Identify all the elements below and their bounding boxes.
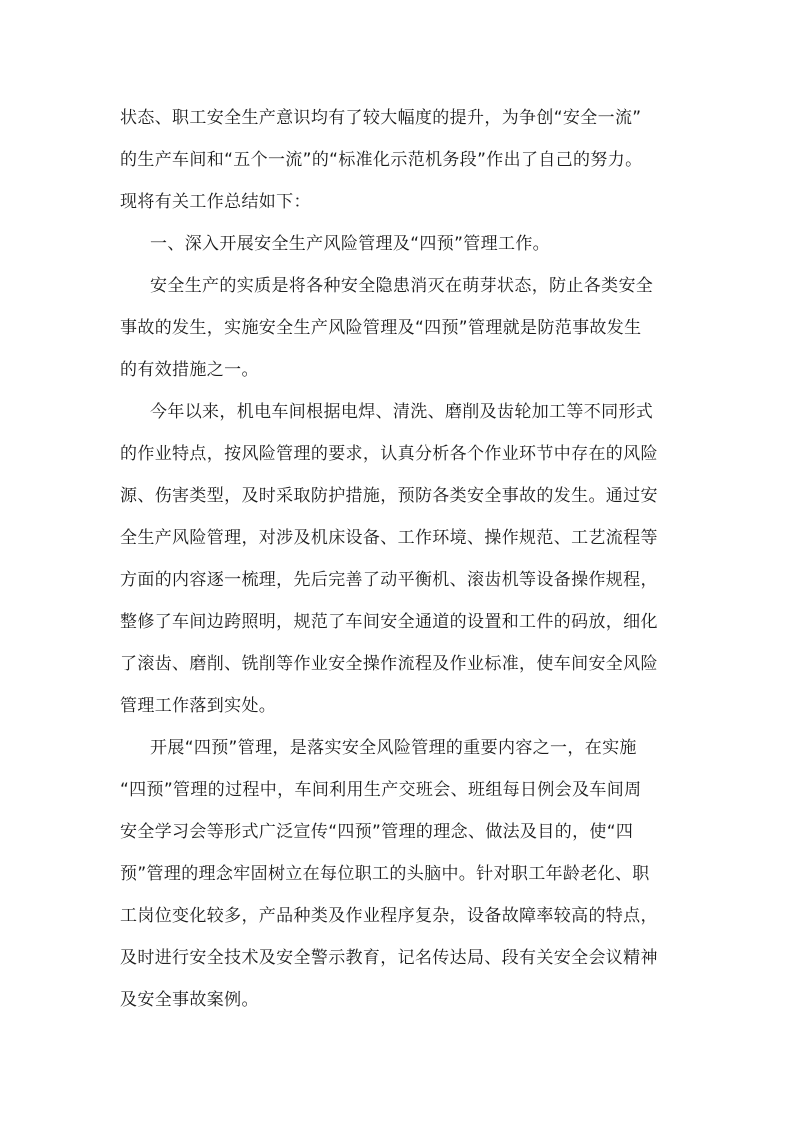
text-line: 源、伤害类型，及时采取防护措施，预防各类安全事故的发生。通过安	[120, 486, 658, 506]
text-line: 及安全事故案例。	[120, 990, 259, 1010]
text-line: 全生产风险管理，对涉及机床设备、工作环境、操作规范、工艺流程等	[120, 528, 658, 548]
text-line: 整修了车间边跨照明，规范了车间安全通道的设置和工件的码放，细化	[120, 612, 658, 632]
text-line: 管理工作落到实处。	[120, 696, 277, 716]
text-line: 事故的发生，实施安全生产风险管理及“四预”管理就是防范事故发生	[120, 318, 642, 338]
text-line: 状态、职工安全生产意识均有了较大幅度的提升，为争创“安全一流”	[120, 108, 642, 128]
text-line: 的生产车间和“五个一流”的“标准化示范机务段”作出了自己的努力。	[120, 150, 643, 170]
text-line: “四预”管理的过程中，车间利用生产交班会、班组每日例会及车间周	[120, 780, 642, 800]
text-line: 安全学习会等形式广泛宣传“四预”管理的理念、做法及目的，使“四	[120, 822, 634, 842]
paragraph-first-line: 安全生产的实质是将各种安全隐患消灭在萌芽状态，防止各类安全	[150, 276, 654, 296]
paragraph-first-line: 一、深入开展安全生产风险管理及“四预”管理工作。	[150, 234, 551, 254]
text-line: 的有效措施之一。	[120, 360, 259, 380]
text-line: 了滚齿、磨削、铣削等作业安全操作流程及作业标准，使车间安全风险	[120, 654, 658, 674]
paragraph-first-line: 开展“四预”管理，是落实安全风险管理的重要内容之一，在实施	[150, 738, 637, 758]
text-line: 预”管理的理念牢固树立在每位职工的头脑中。针对职工年龄老化、职	[120, 864, 650, 884]
text-line: 工岗位变化较多，产品种类及作业程序复杂，设备故障率较高的特点，	[120, 906, 658, 926]
text-line: 方面的内容逐一梳理，先后完善了动平衡机、滚齿机等设备操作规程，	[120, 570, 658, 590]
text-line: 现将有关工作总结如下：	[120, 192, 311, 212]
text-line: 的作业特点，按风险管理的要求，认真分析各个作业环节中存在的风险	[120, 444, 658, 464]
text-line: 及时进行安全技术及安全警示教育，记名传达局、段有关安全会议精神	[120, 948, 658, 968]
paragraph-first-line: 今年以来，机电车间根据电焊、清洗、磨削及齿轮加工等不同形式	[150, 402, 654, 422]
document-body	[120, 97, 676, 1021]
